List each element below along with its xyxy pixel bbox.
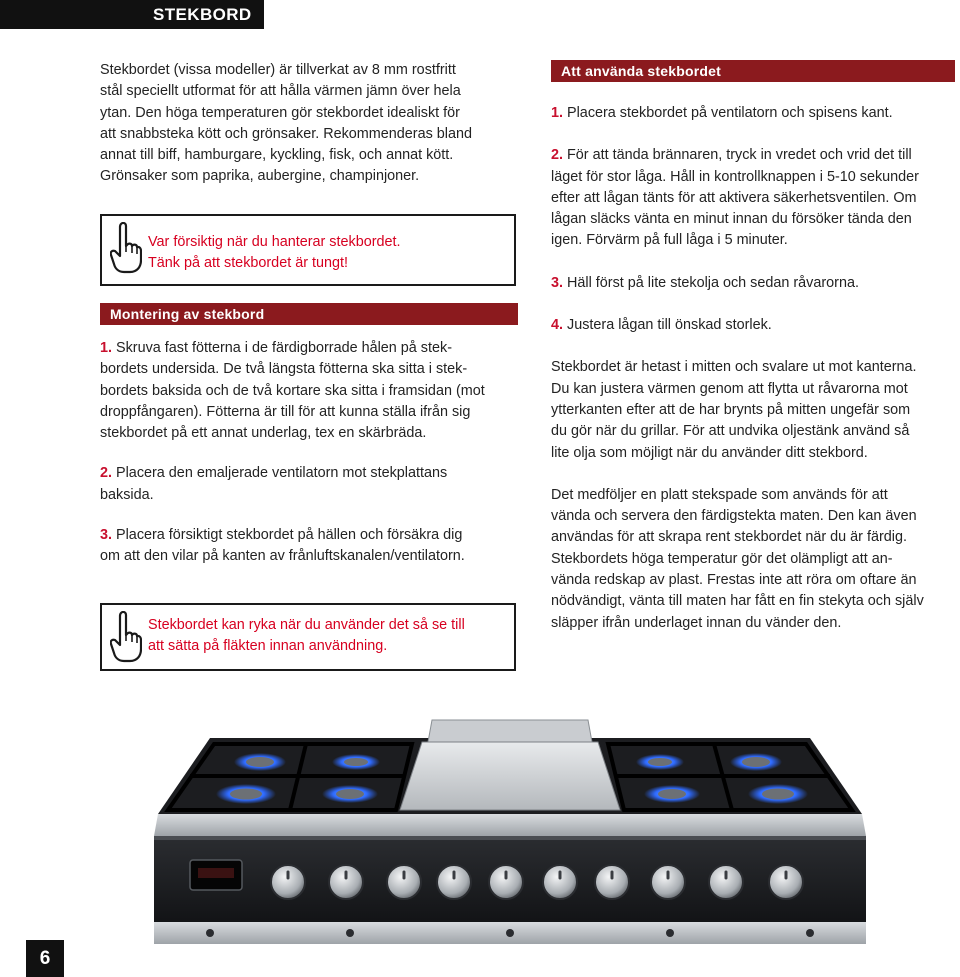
- step-line: Placera försiktigt stekbordet på hällen och försäkra dig: [116, 527, 463, 544]
- step-line: För att tända brännaren, tryck in vredet och vrid det till: [567, 147, 912, 164]
- montering-step-2: [100, 463, 518, 506]
- intro-line: annat till biff, hamburgare, kyckling, fisk, och annat kött.: [100, 147, 454, 164]
- step-number: 1.: [551, 105, 564, 121]
- para-line: vända och servera den färdigstekta maten. Den kan även: [551, 508, 917, 525]
- step-number: 4.: [551, 317, 564, 334]
- right-column: [551, 60, 955, 634]
- cooktop-griddle-photo: [150, 718, 870, 944]
- warning-text: [148, 232, 401, 275]
- left-column: [100, 60, 520, 188]
- page-number: 6: [26, 940, 64, 977]
- para-line: Det medföljer en platt stekspade som används för att: [551, 486, 888, 503]
- step-line: Skruva fast fötterna i de färdigborrade hålen på stek-: [116, 340, 452, 356]
- montering-step-1: [100, 338, 518, 444]
- montering-step-3: [100, 525, 518, 568]
- pointing-hand-icon: [110, 611, 142, 663]
- montering-section: [100, 303, 518, 568]
- griddle-plate: [400, 742, 620, 810]
- pointing-hand-icon: [110, 222, 142, 274]
- intro-line: stål speciellt utformat för att hålla värmen jämn över hela: [100, 83, 461, 100]
- panel-trim: [154, 836, 866, 840]
- para-line: lite olja som möjligt när du använder ditt stekbord.: [551, 444, 868, 461]
- step-line: bordets baksida och de två kortare ska sitta i framsidan (mot: [100, 382, 485, 399]
- anvanda-step-3: [551, 273, 955, 294]
- step-line: efter att lågan tänts för att aktivera säkerhetsventilen. Om: [551, 189, 917, 206]
- step-line: läget för stor låga. Håll in kontrollknappen i 5-10 sekunder: [551, 168, 919, 185]
- para-line: nödvändigt, vänta till maten har fått en fin stekyta och själv: [551, 593, 924, 610]
- warning-line: Tänk på att stekbordet är tungt!: [148, 255, 348, 272]
- step-line: Justera lågan till önskad storlek.: [567, 317, 772, 334]
- intro-line: Stekbordet (vissa modeller) är tillverkat av 8 mm rostfritt: [100, 62, 456, 78]
- warning-box-smoke: [100, 603, 516, 671]
- cooktop-rim: [154, 814, 866, 836]
- intro-line: att snabbsteka kött och grönsaker. Rekommenderas bland: [100, 125, 472, 142]
- para-line: vända redskap av plast. Frestas inte att röra om oftare än: [551, 572, 917, 589]
- step-line: igen. Förvärm på full låga i 5 minuter.: [551, 232, 788, 249]
- step-number: 3.: [100, 527, 113, 544]
- para-line: Stekbordets höga temperatur gör det olämpligt att an-: [551, 550, 893, 567]
- anvanda-step-2: [551, 145, 955, 251]
- step-number: 2.: [100, 465, 113, 482]
- warning-line: att sätta på fläkten innan användning.: [148, 638, 388, 655]
- step-line: Placera stekbordet på ventilatorn och spisens kant.: [567, 105, 893, 121]
- para-line: ytterkanten efter att de har brynts på mitten ungefär som: [551, 401, 911, 418]
- step-number: 2.: [551, 147, 564, 164]
- section-heading: Montering av stekbord: [100, 303, 518, 325]
- anvanda-step-1: [551, 103, 955, 124]
- step-line: Häll först på lite stekolja och sedan råvarorna.: [567, 274, 859, 291]
- para-line: du gör när du grillar. För att undvika oljestänk använd så: [551, 423, 910, 440]
- step-line: droppfångaren). Fötterna är till för att kunna ställa ifrån sig: [100, 403, 471, 420]
- warning-line: Stekbordet kan ryka när du använder det så se till: [148, 617, 465, 633]
- step-line: lågan släcks vänta en minut innan du försöker tända den: [551, 211, 912, 228]
- step-line: om att den vilar på kanten av frånluftskanalen/ventilatorn.: [100, 548, 465, 565]
- section-title: STEKBORD: [153, 5, 252, 24]
- para-line: släpper ifrån underlaget innan du vänder den.: [551, 614, 842, 631]
- warning-line: Var försiktig när du hanterar stekbordet.: [148, 234, 401, 250]
- step-number: 1.: [100, 340, 113, 356]
- para-line: Stekbordet är hetast i mitten och svalare ut mot kanterna.: [551, 359, 917, 376]
- heat-paragraph: [551, 357, 955, 463]
- step-line: baksida.: [100, 486, 154, 503]
- griddle-backsplash: [428, 720, 592, 742]
- anvanda-step-4: [551, 315, 955, 336]
- intro-line: ytan. Den höga temperaturen gör stekbordet idealiskt för: [100, 104, 460, 121]
- intro-paragraph: [100, 60, 500, 188]
- para-line: användas för att skrapa rent stekbordet när du är färdig.: [551, 529, 907, 546]
- spatula-paragraph: [551, 485, 955, 634]
- section-heading: Att använda stekbordet: [551, 60, 955, 82]
- warning-box-heavy: [100, 214, 516, 286]
- para-line: Du kan justera värmen genom att flytta ut råvarorna mot: [551, 380, 908, 397]
- step-line: bordets undersida. De två längsta fötterna ska sitta i stek-: [100, 361, 468, 378]
- step-line: stekbordet på ett annat underlag, tex en skärbräda.: [100, 425, 427, 442]
- warning-text: [148, 615, 465, 658]
- intro-line: Grönsaker som paprika, aubergine, champinjoner.: [100, 168, 420, 185]
- step-number: 3.: [551, 274, 564, 291]
- step-line: Placera den emaljerade ventilatorn mot stekplattans: [116, 465, 448, 482]
